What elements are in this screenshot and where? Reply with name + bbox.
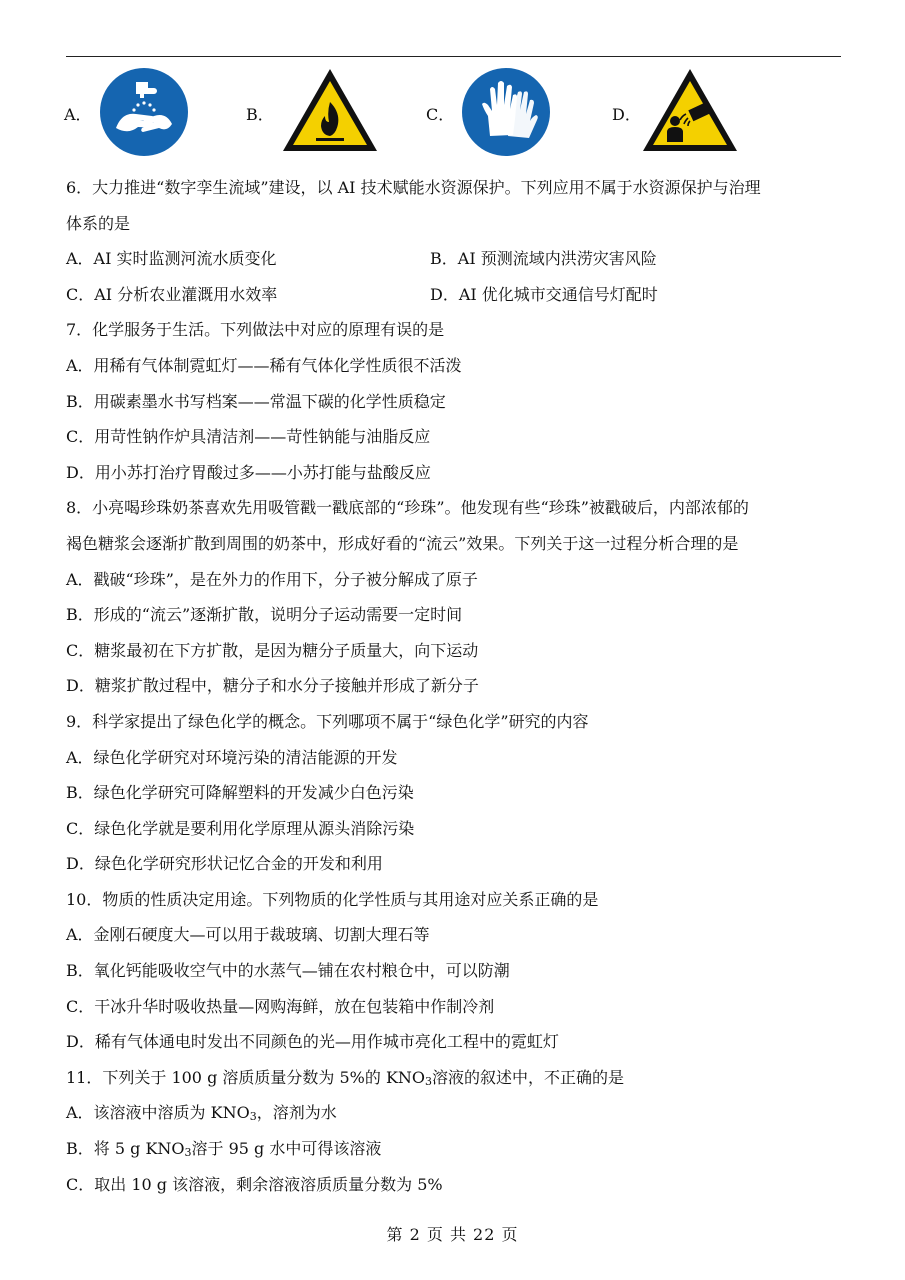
q9-option-b: B．绿色化学研究可降解塑料的开发减少白色污染 bbox=[66, 783, 414, 803]
q6-stem-line1: 6．大力推进“数字孪生流域”建设，以 AI 技术赋能水资源保护。下列应用不属于水资源保护与治理 bbox=[66, 178, 761, 197]
q11-option-c: C．取出 10 g 该溶液，剩余溶液溶质质量分数为 5% bbox=[66, 1174, 443, 1194]
q8-option-a: A．戳破“珍珠”，是在外力的作用下，分子被分解成了原子 bbox=[66, 569, 478, 589]
q6-option-c: C．AI 分析农业灌溉用水效率 bbox=[66, 284, 278, 304]
q11-option-a: A．该溶液中溶质为 $KNO_3$，溶剂为水 bbox=[66, 1103, 337, 1124]
q11-stem: 11．下列关于 100 g 溶质质量分数为 5%的 $KNO_3$溶液的叙述中，不正确的是 bbox=[66, 1067, 625, 1088]
q10-stem: 10．物质的性质决定用途。下列物质的化学性质与其用途对应关系正确的是 bbox=[66, 889, 599, 909]
protective-gloves-icon bbox=[460, 66, 552, 158]
q8-option-c: C．糖浆最初在下方扩散，是因为糖分子质量大，向下运动 bbox=[66, 640, 479, 660]
q6-option-b: B．AI 预测流域内洪涝灾害风险 bbox=[430, 249, 657, 269]
q9-option-c: C．绿色化学就是要利用化学原理从源头消除污染 bbox=[66, 818, 415, 838]
q10-option-a: A．金刚石硬度大—可以用于裁玻璃、切割大理石等 bbox=[66, 925, 430, 945]
q9-stem: 9．科学家提出了绿色化学的概念。下列哪项不属于“绿色化学”研究的内容 bbox=[66, 711, 589, 731]
q6-stem-line2: 体系的是 bbox=[66, 213, 131, 233]
q6-option-a: A．AI 实时监测河流水质变化 bbox=[66, 249, 277, 269]
q7-option-a: A．用稀有气体制霓虹灯——稀有气体化学性质很不活泼 bbox=[66, 355, 462, 375]
q7-stem: 7．化学服务于生活。下列做法中对应的原理有误的是 bbox=[66, 320, 445, 340]
header-rule bbox=[66, 56, 841, 57]
q8-option-d: D．糖浆扩散过程中，糖分子和水分子接触并形成了新分子 bbox=[66, 676, 479, 696]
q8-stem-line1: 8．小亮喝珍珠奶茶喜欢先用吸管戳一戳底部的“珍珠”。他发现有些“珍珠”被戳破后，内部浓郁的 bbox=[66, 498, 749, 518]
q11-option-b: B．将 5 g $KNO_3$溶于 95 g 水中可得该溶液 bbox=[66, 1139, 382, 1160]
option-b-label: B． bbox=[246, 105, 274, 124]
q9-option-a: A．绿色化学研究对环境污染的清洁能源的开发 bbox=[66, 747, 398, 767]
q7-option-b: B．用碳素墨水书写档案——常温下碳的化学性质稳定 bbox=[66, 391, 446, 411]
option-d-label: D． bbox=[612, 105, 641, 124]
q9-option-d: D．绿色化学研究形状记忆合金的开发和利用 bbox=[66, 854, 383, 874]
q7-option-c: C．用苛性钠作炉具清洁剂——苛性钠能与油脂反应 bbox=[66, 427, 431, 447]
q5-options-row bbox=[64, 66, 844, 156]
flammable-warning-icon bbox=[280, 66, 380, 154]
q10-option-c: C．干冰升华时吸收热量—网购海鲜，放在包装箱中作制冷剂 bbox=[66, 996, 495, 1016]
option-a-label: A． bbox=[64, 105, 92, 124]
q10-option-d: D．稀有气体通电时发出不同颜色的光—用作城市亮化工程中的霓虹灯 bbox=[66, 1032, 559, 1052]
q6-options-row2 bbox=[66, 277, 842, 313]
q8-option-b: B．形成的“流云”逐渐扩散，说明分子运动需要一定时间 bbox=[66, 605, 463, 625]
hand-washing-icon bbox=[98, 66, 190, 158]
page-number-footer: 第 2 页 共 22 页 bbox=[386, 1225, 519, 1244]
q10-option-b: B．氧化钙能吸收空气中的水蒸气—铺在农村粮仓中，可以防潮 bbox=[66, 961, 510, 981]
q6-options-row1 bbox=[66, 241, 842, 277]
q8-stem-line2: 褐色糖浆会逐渐扩散到周围的奶茶中，形成好看的“流云”效果。下列关于这一过程分析合理的是 bbox=[66, 533, 739, 553]
question-content bbox=[66, 170, 842, 1202]
q7-option-d: D．用小苏打治疗胃酸过多——小苏打能与盐酸反应 bbox=[66, 462, 431, 482]
corrosive-warning-icon bbox=[640, 66, 740, 154]
option-c-label: C． bbox=[426, 105, 455, 124]
q6-option-d: D．AI 优化城市交通信号灯配时 bbox=[430, 284, 658, 304]
